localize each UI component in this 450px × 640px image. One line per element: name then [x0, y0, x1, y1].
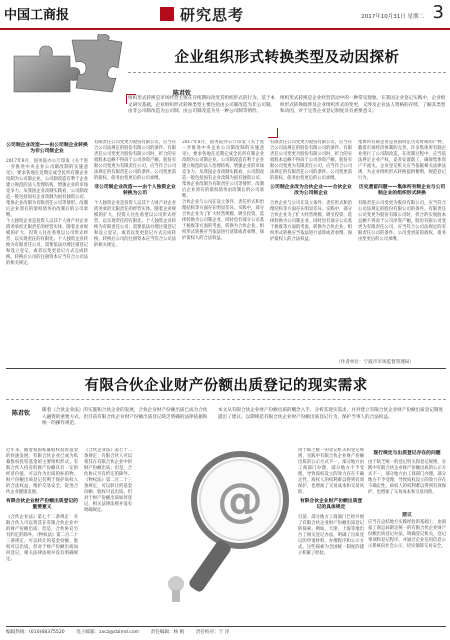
recommendation-text: 应当在总结地方实践经验的基础上，由国家工商总局制定统一的有限合伙企业财产份额出质登记办法，明确登记机关、登记事项和登记程序，并通过企业信用信息公示系统向社会公示，切实保障交易安全。	[368, 520, 446, 549]
proofreader: 责任校对：于 洋	[195, 630, 230, 635]
page-footer	[6, 626, 446, 635]
column-subheading: 有限合伙企业财产份额出质登记的具体规定	[299, 499, 363, 511]
author-name: 陈君钦	[173, 90, 192, 97]
column-text: 目前，部分地方工商部门已经开展了有限合伙企业财产份额出质登记的探索。例如，天津、上海等地出台了相关登记办法，明确了出质登记的申请材料、办理程序和公示方式。这些探索为全国统一制度的建立积累了经验。	[298, 514, 364, 556]
column-text: 2017年8月，国务院办公厅印发《关于进一步推进中央企业公司制改制的实施意见》，要求各地在近期完成全民所有制企业改制为公司制企业。公司制改造有利于企业建立规范的法人治理结构，增强企业的市场竞争力。从我国企业改制实践看，公司制改造一般包括国有企业改制为国有独资公司、集体企业改制为有限责任公司等情形。改制后企业原有的债权债务由改制后的公司承继。	[6, 158, 88, 218]
section-marker-icon	[160, 7, 174, 21]
column-subheading: 公司制企业改造——由公司制企业转换为非公司制企业	[6, 143, 88, 155]
column-text: 近年来，随着我国私募股权投资基金的快速发展，有限合伙企业已成为私募股权投资基金的主要组织形式。有限合伙人持有的财产份额具有一定的经济价值，可以作为出质的标的物。财产份额出质登记有利于保护质权人的合法权益，维护交易安全，促进合伙企业健康发展。	[6, 448, 78, 495]
article-intro: 组织形式转换是企业经营活动中的一种常见现象。在我国企业登记实践中，企业组织形式转换既涉及企业组织形式的变更，又涉及企业法人资格的存续，了解其类型和动因，对于完善企业登记制度具有重要意义。	[280, 96, 446, 114]
page-number: 3	[432, 2, 444, 23]
column-text: 由于缺乏统一的登记机关和登记规则，实践中有限合伙企业财产份额出质的公示方式不一，部分地方由工商部门办理，部分地方不予受理，导致质权设立的效力存在不确定性。质权人的权利难以得到有效保护，也增加了交易成本和交易风险。	[368, 460, 446, 496]
article-abstract: 组织形式转换是市场经营主体在存续期间改变其组织形式的行为。基于本文研究基础，企业组织形式转换类型主要包括由公司制改造为非公司制、由非公司制改造为公司制、由公司制改造为另一种公司制等情形。	[128, 96, 276, 114]
section-title: 研究思考	[180, 5, 245, 24]
article-headline: 有限合伙企业财产份额出质登记的现实需求	[84, 378, 368, 394]
article-column	[368, 448, 446, 508]
recommendation-title: 建议	[401, 512, 412, 518]
recommendation-box	[368, 512, 446, 620]
column-text: 2017年8月，国务院办公厅印发《关于进一步推进中央企业公司制改制的实施意见》，要求各地在近期完成全民所有制企业改制为公司制企业。公司制改造有利于企业建立规范的法人治理结构，增强企业的市场竞争力。从我国企业改制实践看，公司制改造一般包括国有企业改制为国有独资公司、集体企业改制为有限责任公司等情形。改制后企业原有的债权债务由改制后的公司承继。	[182, 140, 264, 199]
responsible-editor: 责任编辑：杨 帆	[150, 630, 185, 635]
column-text: 由于缺乏统一的登记机关和登记规则，实践中有限合伙企业财产份额出质的公示方式不一，部分地方由工商部门办理，部分地方不予受理，导致质权设立的效力存在不确定性。质权人的权利难以得到有效保护，也增加了交易成本和交易风险。	[298, 448, 364, 495]
issue-date: 2017年10月31日 星期二	[361, 14, 424, 20]
svg-text:@: @	[217, 473, 263, 527]
column-text: 个人独资企业是投资人以其个人财产对企业债务承担无限责任的经营实体。随着企业规模的扩大，投资人往往希望以公司形式经营，以实现责任的有限化。个人独资企业转换为有限责任公司，需要依法办理注销登记和设立登记，或者以变更登记方式完成转换。转换后公司的注册资本应当符合公司法的相关规定。	[6, 218, 88, 266]
column-text: 《合伙企业法》第七十二条规定：有限合伙人可以将其在有限合伙企业中的财产份额出质；但是，合伙协议另有约定的除外。《物权法》第二百二十三条规定，可以转让的基金份额、股权可以出质。但对于财产份额出质如何登记，相关法律法规并没有明确规定。	[6, 514, 78, 562]
abstract-bracket	[126, 94, 136, 104]
column-subheading: 公司制企业改为合伙企业——合伙企业改为公司制企业	[270, 185, 352, 197]
column-text: 合伙企业与公司在设立条件、责任形式和治理结构等方面存在明显差异。实践中，部分合伙企业为了扩大经营规模、吸引投资，选择转换为公司制企业。同时也有部分公司基于税收等方面的考虑，转换为合伙企业。组织形式转换应当依法进行清算或者承继，保护债权人的合法权益。	[182, 200, 264, 241]
article-column	[84, 448, 132, 622]
column-text: 有限责任公司变更为股份有限公司，应当符合公司法规定的股份有限公司的条件。有限责任公司变更为股份有限公司时，折合的实收股本总额不得高于公司净资产额。股份有限公司变更为有限责任公司，应当符合公司法规定的有限责任公司的条件。公司变更前的债权、债务由变更后的公司承继。	[358, 200, 446, 242]
masthead	[0, 0, 450, 30]
column-text: 个人独资企业是投资人以其个人财产对企业债务承担无限责任的经营实体。随着企业规模的扩大，投资人往往希望以公司形式经营，以实现责任的有限化。个人独资企业转换为有限责任公司，需要依法办理注销登记和设立登记，或者以变更登记方式完成转换。转换后公司的注册资本应当符合公司法的相关规定。	[94, 200, 176, 248]
editor-phone: 编辑热线：(010)68375520	[6, 630, 65, 635]
article-column	[182, 140, 264, 364]
headline-divider	[128, 72, 446, 73]
author-name: 陈君钦	[12, 410, 31, 417]
column-subheading: 现行规定与出质登记存在的问题	[373, 451, 441, 456]
puzzle-pieces-image	[6, 34, 126, 96]
column-text: 有限责任公司变更为股份有限公司，应当符合公司法规定的股份有限公司的条件。有限责任公司变更为股份有限公司时，折合的实收股本总额不得高于公司净资产额。股份有限公司变更为有限责任公司，应当符合公司法规定的有限责任公司的条件。公司变更前的债权、债务由变更后的公司承继。	[270, 140, 352, 181]
article-column	[6, 140, 88, 364]
abstract-bracket	[268, 128, 278, 138]
column-text: 有限责任公司变更为股份有限公司，应当符合公司法规定的股份有限公司的条件。有限责任公司变更为股份有限公司时，折合的实收股本总额不得高于公司净资产额。股份有限公司变更为有限责任公司，应当符合公司法规定的有限责任公司的条件。公司变更前的债权、债务由变更后的公司承继。	[94, 140, 176, 181]
article-column	[6, 448, 78, 622]
headline-divider	[6, 399, 446, 400]
article-headline: 企业组织形式转换类型及动因探析	[174, 50, 400, 66]
article-divider	[6, 368, 446, 369]
article-column	[298, 448, 364, 622]
column-subheading: 历史遗留问题——集体所有制企业与公司制企业的组织形式转换	[358, 185, 446, 197]
newspaper-name: 中国工商报	[4, 8, 70, 23]
section-header	[160, 4, 244, 24]
editor-email: 电子邮箱：zxcz@cbimd.com	[76, 630, 140, 635]
column-text: 集体所有制企业是我国特定历史时期的产物。随着市场经济体制的完善，许多集体所有制企业进行了公司制改造。在改制过程中，应当依法界定企业产权，妥善安置职工，确保集体资产不流失。企业登记机关应当依据相关法律法规，为企业组织形式转换提供便利，规范登记行为。	[358, 140, 446, 181]
author-credit: （作者单位：宁波市市场监督管理局）	[336, 360, 415, 365]
article-column	[270, 140, 352, 358]
column-subheading: 非公司制企业改造——由个人独资企业转换为公司	[94, 185, 176, 197]
article-column	[358, 140, 446, 358]
column-text: 《合伙企业法》第七十二条规定：有限合伙人可以将其在有限合伙企业中的财产份额出质；但是，合伙协议另有约定的除外。《物权法》第二百二十三条规定，可以转让的基金份额、股权可以出质。但对于财产份额出质如何登记，相关法律法规并没有明确规定。	[84, 448, 132, 513]
article-intro: 本文从有限合伙企业财产份额出质的概念入手，分析其现实需求，并对建立有限合伙企业财产份额出质登记制度提出了建议。以期规范有限合伙企业财产份额出质登记行为，保护当事人的合法权益。	[218, 408, 444, 420]
column-text: 合伙企业与公司在设立条件、责任形式和治理结构等方面存在明显差异。实践中，部分合伙企业为了扩大经营规模、吸引投资，选择转换为公司制企业。同时也有部分公司基于税收等方面的考虑，转换为合伙企业。组织形式转换应当依法进行清算或者承继，保护债权人的合法权益。	[270, 200, 352, 242]
article-column	[94, 140, 176, 364]
article-abstract: 随着《合伙企业法》的实施和合伙企业的发展，合伙企业财产份额出质已成为合伙人融资的重要方式。但目前有限合伙企业财产份额出质登记缺乏明确的法律依据和统一的操作规范。	[42, 408, 208, 426]
column-subheading: 有限合伙企业财产份额出质登记的重要意义	[6, 499, 78, 511]
